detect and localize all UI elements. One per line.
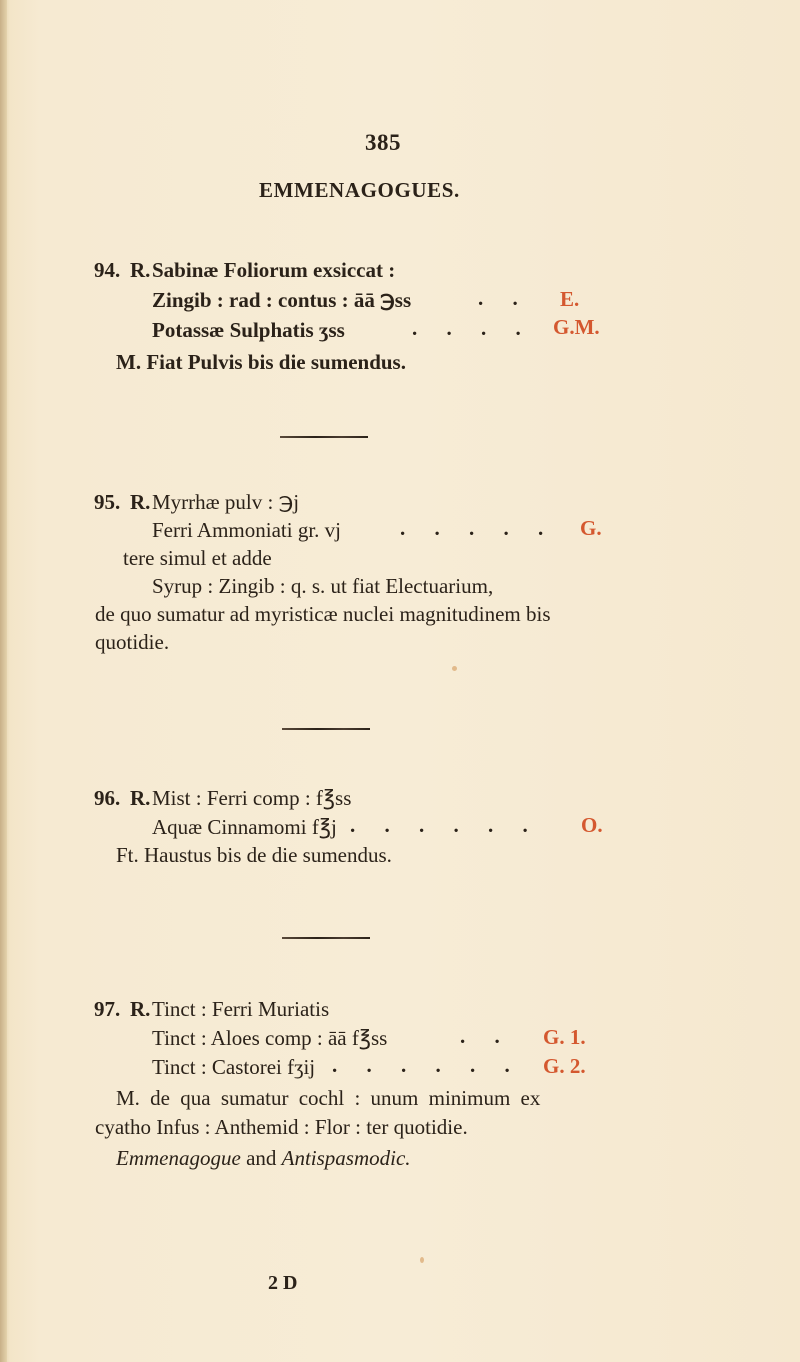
direction-line: tere simul et adde xyxy=(123,546,272,570)
signature-mark: 2 D xyxy=(268,1272,298,1294)
prescription-number: 95. xyxy=(94,490,121,514)
ingredient-line: Potassæ Sulphatis ʒss xyxy=(152,318,345,342)
page-number: 385 xyxy=(365,130,401,155)
ingredient-line: Myrrhæ pulv : ℈j xyxy=(152,490,300,514)
ingredient-line: Sabinæ Foliorum exsiccat : xyxy=(152,258,396,282)
direction-line: cyatho Infus : Anthemid : Flor : ter quotidie. xyxy=(95,1115,468,1139)
ingredient-line: Tinct : Ferri Muriatis xyxy=(152,997,330,1021)
recipe-symbol: R. xyxy=(130,786,151,810)
section-divider xyxy=(282,728,370,730)
foxing-spot xyxy=(420,1257,424,1263)
classification-note xyxy=(116,1146,411,1171)
section-divider xyxy=(282,937,370,939)
red-annotation-code: G. 1. xyxy=(543,1025,586,1049)
red-annotation-code: G.M. xyxy=(553,315,600,339)
direction-line: M. de qua sumatur cochl : unum minimum ex xyxy=(116,1086,541,1110)
prescription-number: 94. xyxy=(94,258,121,282)
note-and: and xyxy=(240,1146,282,1170)
foxing-spot xyxy=(452,666,457,671)
section-divider xyxy=(280,436,368,438)
ingredient-line: Mist : Ferri comp : f℥ss xyxy=(152,786,352,810)
ingredient-line: Zingib : rad : contus : āā ℈ss xyxy=(152,288,412,312)
leader-dots: . . xyxy=(478,286,530,310)
red-annotation-code: O. xyxy=(581,813,603,837)
recipe-symbol: R. xyxy=(130,490,151,514)
leader-dots: . . . . . . xyxy=(332,1053,522,1077)
page-binding-edge xyxy=(0,0,7,1362)
direction-line: M. Fiat Pulvis bis die sumendus. xyxy=(116,350,406,374)
ingredient-line: Aquæ Cinnamomi f℥j xyxy=(152,815,337,839)
ingredient-line: Ferri Ammoniati gr. vj xyxy=(152,518,341,542)
direction-line: quotidie. xyxy=(95,630,170,654)
direction-line: de quo sumatur ad myristicæ nuclei magnitudinem bis xyxy=(95,602,551,626)
direction-line: Syrup : Zingib : q. s. ut fiat Electuarium, xyxy=(152,574,494,598)
red-annotation-code: G. 2. xyxy=(543,1054,586,1078)
red-annotation-code: E. xyxy=(560,287,580,311)
ingredient-line: Tinct : Castorei fʒij xyxy=(152,1055,316,1079)
note-antispasmodic: Antispasmodic. xyxy=(281,1146,411,1170)
leader-dots: . . xyxy=(460,1024,512,1048)
ingredient-line: Tinct : Aloes comp : āā f℥ss xyxy=(152,1026,388,1050)
red-annotation-code: G. xyxy=(580,516,602,540)
note-emmenagogue: Emmenagogue xyxy=(116,1146,241,1170)
section-heading: EMMENAGOGUES. xyxy=(259,178,460,202)
prescription-number: 97. xyxy=(94,997,121,1021)
leader-dots: . . . . . . xyxy=(350,813,540,837)
recipe-symbol: R. xyxy=(130,997,151,1021)
recipe-symbol: R. xyxy=(130,258,151,282)
prescription-number: 96. xyxy=(94,786,121,810)
leader-dots: . . . . xyxy=(412,316,533,340)
direction-line: Ft. Haustus bis de die sumendus. xyxy=(116,843,392,867)
leader-dots: . . . . . xyxy=(400,516,556,540)
